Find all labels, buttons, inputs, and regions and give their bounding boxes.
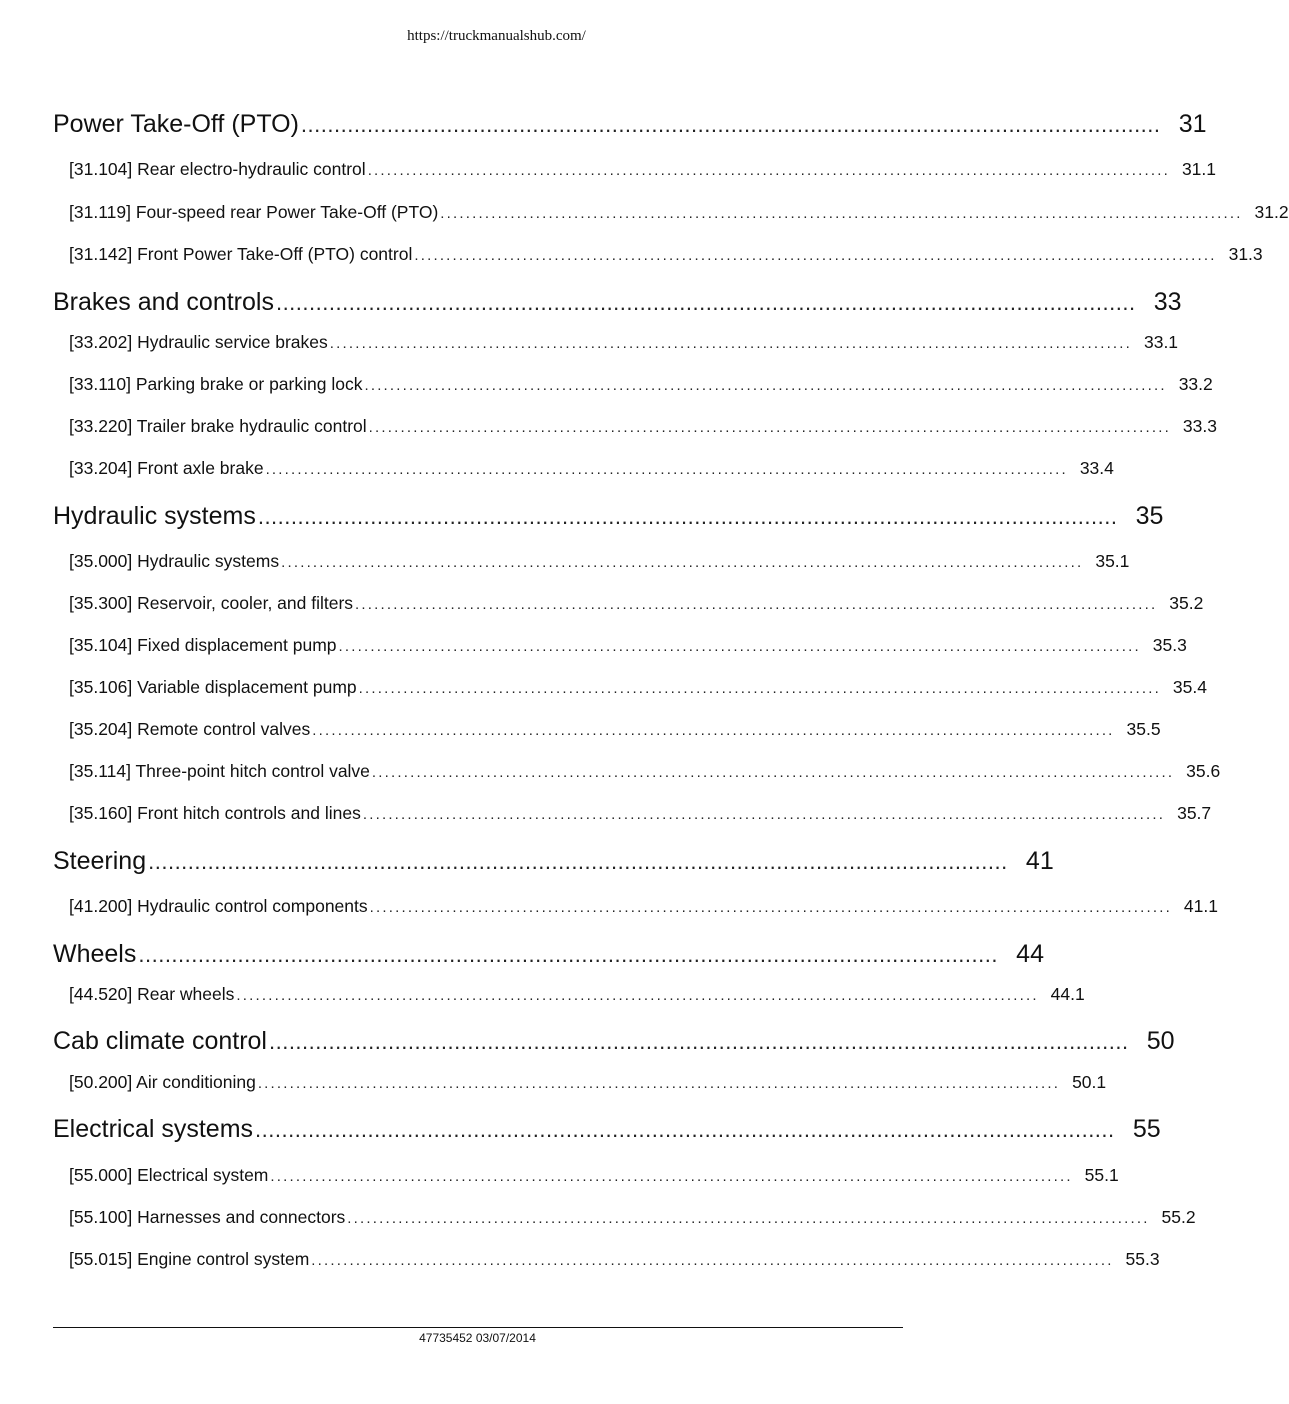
toc-section-title: Cab climate control	[53, 1027, 267, 1055]
toc-entry-page: 35.5	[1126, 719, 1161, 739]
toc-entry-page: 50.1	[1072, 1072, 1107, 1092]
toc-entry[interactable]	[53, 1072, 1107, 1096]
toc-entry-title: [35.114] Three-point hitch control valve	[69, 761, 370, 781]
toc-section-title: Power Take-Off (PTO)	[53, 110, 299, 138]
dot-leader: ..............................................................................................................................	[329, 335, 1133, 352]
toc-entry-page: 35.3	[1152, 635, 1187, 655]
toc-section-page: 35	[1135, 502, 1164, 530]
toc-section-title: Hydraulic systems	[53, 502, 256, 530]
toc-section[interactable]	[53, 847, 1054, 881]
toc-entry-page: 55.1	[1084, 1165, 1119, 1185]
toc-entry-page: 44.1	[1050, 984, 1085, 1004]
toc-entry[interactable]	[53, 332, 1179, 356]
toc-entry-page: 35.6	[1186, 761, 1221, 781]
toc-entry[interactable]	[53, 984, 1085, 1008]
dot-leader: ..............................................................................................................................	[367, 162, 1170, 179]
toc-entry[interactable]	[53, 416, 1217, 440]
toc-section[interactable]	[53, 1115, 1161, 1149]
toc-section[interactable]	[53, 1027, 1175, 1061]
dot-leader: ..............................................................................................................................	[257, 1075, 1061, 1092]
toc-entry-title: [31.142] Front Power Take-Off (PTO) control	[69, 244, 413, 264]
toc-entry[interactable]	[53, 458, 1114, 482]
footer-doc-id: 47735452 03/07/2014	[419, 1331, 536, 1345]
toc-entry[interactable]	[53, 374, 1213, 398]
dot-leader: ..............................................................................................................................	[371, 764, 1175, 781]
toc-entry[interactable]	[53, 896, 1218, 920]
toc-entry[interactable]	[53, 1249, 1160, 1273]
toc-entry-page: 31.2	[1254, 202, 1289, 222]
toc-section-title: Brakes and controls	[53, 288, 274, 316]
toc-entry-page: 33.4	[1079, 458, 1114, 478]
toc-section-page: 55	[1132, 1115, 1161, 1143]
dot-leader: ..................................................................................................................................	[138, 942, 998, 967]
toc-entry-title: [55.000] Electrical system	[69, 1165, 269, 1185]
toc-entry-title: [55.100] Harnesses and connectors	[69, 1207, 346, 1227]
toc-section[interactable]	[53, 110, 1207, 144]
dot-leader: ..............................................................................................................................	[347, 1210, 1150, 1227]
toc-entry[interactable]	[53, 593, 1204, 617]
dot-leader: ..............................................................................................................................	[355, 596, 1158, 613]
toc-entry[interactable]	[53, 761, 1221, 785]
footer-divider	[53, 1327, 903, 1328]
toc-section[interactable]	[53, 288, 1182, 322]
dot-leader: ..............................................................................................................................	[368, 419, 1171, 436]
dot-leader: ..................................................................................................................................	[148, 849, 1008, 874]
toc-entry[interactable]	[53, 202, 1289, 226]
dot-leader: ..............................................................................................................................	[414, 247, 1217, 264]
toc-entry-page: 31.1	[1181, 159, 1216, 179]
toc-entry[interactable]	[53, 635, 1187, 659]
toc-entry-title: [35.160] Front hitch controls and lines	[69, 803, 361, 823]
toc-entry-title: [33.202] Hydraulic service brakes	[69, 332, 328, 352]
header-url: https://truckmanualshub.com/	[407, 28, 586, 44]
toc-entry-title: [35.104] Fixed displacement pump	[69, 635, 337, 655]
toc-entry-title: [35.300] Reservoir, cooler, and filters	[69, 593, 354, 613]
toc-entry-page: 55.3	[1125, 1249, 1160, 1269]
toc-entry-title: [31.104] Rear electro-hydraulic control	[69, 159, 366, 179]
dot-leader: ..............................................................................................................................	[265, 461, 1068, 478]
toc-section-title: Steering	[53, 847, 147, 875]
dot-leader: ..............................................................................................................................	[338, 638, 1141, 655]
toc-entry-page: 35.2	[1169, 593, 1204, 613]
toc-section-title: Wheels	[53, 940, 137, 968]
toc-section-page: 41	[1025, 847, 1054, 875]
toc-entry-title: [35.000] Hydraulic systems	[69, 551, 280, 571]
toc-entry-page: 35.4	[1172, 677, 1207, 697]
toc-section[interactable]	[53, 940, 1044, 974]
toc-section-page: 33	[1153, 288, 1182, 316]
toc-entry[interactable]	[53, 159, 1216, 183]
toc-entry-page: 41.1	[1183, 896, 1218, 916]
toc-section-page: 31	[1178, 110, 1207, 138]
dot-leader: ..............................................................................................................................	[236, 987, 1039, 1004]
toc-entry-title: [35.106] Variable displacement pump	[69, 677, 357, 697]
toc-section-page: 50	[1146, 1027, 1175, 1055]
toc-section[interactable]	[53, 502, 1164, 536]
dot-leader: ..................................................................................................................................	[275, 290, 1136, 315]
toc-entry-title: [35.204] Remote control valves	[69, 719, 311, 739]
toc-entry-page: 33.2	[1178, 374, 1213, 394]
toc-entry-page: 35.7	[1177, 803, 1212, 823]
toc-entry[interactable]	[53, 803, 1212, 827]
toc-entry[interactable]	[53, 244, 1263, 268]
toc-entry-page: 33.3	[1182, 416, 1217, 436]
dot-leader: ..............................................................................................................................	[362, 806, 1166, 823]
dot-leader: ..................................................................................................................................	[255, 1117, 1115, 1142]
dot-leader: ..............................................................................................................................	[358, 680, 1161, 697]
dot-leader: ..................................................................................................................................	[268, 1029, 1129, 1054]
toc-entry-title: [55.015] Engine control system	[69, 1249, 310, 1269]
toc-section-title: Electrical systems	[53, 1115, 254, 1143]
toc-entry-page: 55.2	[1161, 1207, 1196, 1227]
toc-entry-title: [41.200] Hydraulic control components	[69, 896, 368, 916]
toc-section-page: 44	[1016, 940, 1044, 968]
dot-leader: ..............................................................................................................................	[281, 554, 1084, 571]
dot-leader: ..................................................................................................................................	[300, 112, 1161, 137]
dot-leader: ..............................................................................................................................	[270, 1168, 1073, 1185]
toc-entry-page: 33.1	[1143, 332, 1179, 352]
toc-entry-page: 35.1	[1095, 551, 1130, 571]
toc-entry-title: [31.119] Four-speed rear Power Take-Off (PTO)	[69, 202, 439, 222]
dot-leader: ..................................................................................................................................	[257, 504, 1118, 529]
dot-leader: ..............................................................................................................................	[364, 377, 1167, 394]
toc-entry[interactable]	[53, 677, 1207, 701]
toc-entry-title: [50.200] Air conditioning	[69, 1072, 256, 1092]
dot-leader: ..............................................................................................................................	[440, 205, 1243, 222]
dot-leader: ..............................................................................................................................	[311, 1252, 1114, 1269]
toc-entry[interactable]	[53, 1165, 1119, 1189]
toc-entry-title: [44.520] Rear wheels	[69, 984, 235, 1004]
toc-entry-title: [33.204] Front axle brake	[69, 458, 264, 478]
toc-entry[interactable]	[53, 719, 1161, 743]
toc-entry-title: [33.110] Parking brake or parking lock	[69, 374, 363, 394]
dot-leader: ..............................................................................................................................	[312, 722, 1115, 739]
toc-entry[interactable]	[53, 551, 1130, 575]
dot-leader: ..............................................................................................................................	[369, 899, 1172, 916]
toc-entry-title: [33.220] Trailer brake hydraulic control	[69, 416, 367, 436]
toc-entry-page: 31.3	[1228, 244, 1263, 264]
toc-entry[interactable]	[53, 1207, 1196, 1231]
